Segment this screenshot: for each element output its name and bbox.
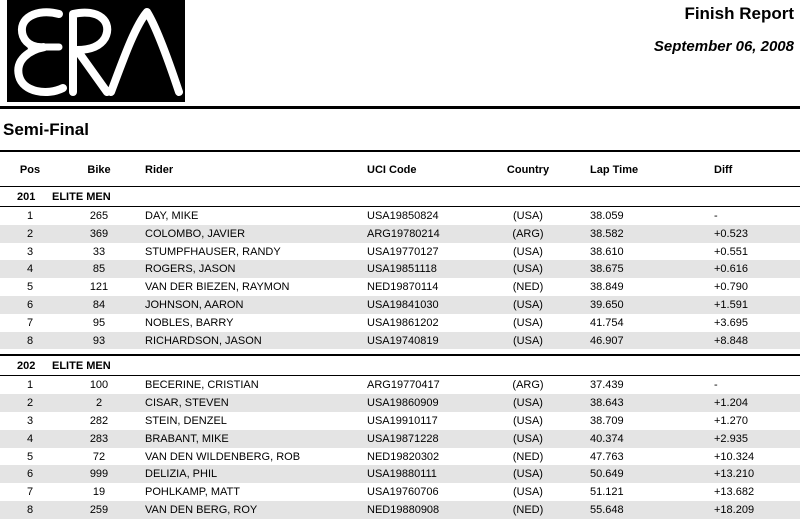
cell-pos: 6 (26, 468, 34, 481)
cell-bike: 100 (89, 379, 109, 392)
cell-country: (NED) (512, 450, 544, 463)
table-row (0, 260, 800, 278)
cell-diff: +13.682 (714, 486, 755, 499)
cell-pos: 8 (26, 503, 34, 516)
cell-rider: JOHNSON, AARON (145, 298, 244, 311)
cell-lap: 46.907 (590, 334, 624, 347)
cell-lap: 38.709 (590, 414, 624, 427)
cell-country: (USA) (513, 468, 543, 481)
cell-diff: +1.204 (714, 397, 748, 410)
table-row (0, 448, 800, 466)
cell-pos: 8 (26, 334, 34, 347)
cell-pos: 5 (26, 281, 34, 294)
table-row (0, 465, 800, 483)
cell-lap: 41.754 (590, 316, 624, 329)
cell-lap: 40.374 (590, 432, 624, 445)
cell-diff: - (714, 210, 718, 222)
report-date: September 06, 2008 (653, 38, 794, 55)
cell-uci: USA19740819 (367, 334, 439, 347)
cell-uci: USA19880111 (367, 468, 437, 481)
cell-country: (USA) (513, 414, 543, 427)
table-row (0, 314, 800, 332)
cell-bike: 85 (92, 263, 106, 276)
cell-country: (USA) (513, 397, 543, 410)
cell-bike: 259 (89, 503, 109, 516)
group-name: ELITE MEN (52, 360, 111, 373)
cell-lap: 55.648 (590, 503, 624, 516)
cell-bike: 95 (92, 316, 106, 329)
cell-uci: USA19841030 (367, 298, 439, 311)
cell-rider: RICHARDSON, JASON (145, 334, 262, 347)
cell-pos: 1 (26, 379, 34, 392)
cell-diff: +0.616 (714, 263, 748, 276)
cell-uci: ARG19770417 (367, 379, 440, 392)
cell-bike: 2 (95, 397, 103, 410)
cell-rider: DAY, MIKE (145, 210, 199, 222)
cell-country: (ARG) (512, 379, 544, 392)
column-header-uci: UCI Code (367, 164, 417, 176)
cell-bike: 72 (92, 450, 106, 463)
cell-pos: 7 (26, 486, 34, 499)
cell-diff: +18.209 (714, 503, 755, 516)
cell-bike: 19 (92, 486, 106, 499)
table-row (0, 207, 800, 225)
table-row (0, 394, 800, 412)
table-row (0, 430, 800, 448)
cell-diff: +3.695 (714, 316, 748, 329)
cell-country: (NED) (512, 281, 544, 294)
cell-rider: VAN DER BIEZEN, RAYMON (145, 281, 290, 294)
cell-bike: 369 (89, 227, 109, 240)
cell-country: (USA) (513, 263, 543, 276)
column-header-diff: Diff (714, 164, 733, 176)
cell-bike: 93 (92, 334, 106, 347)
cell-uci: USA19910117 (367, 414, 438, 427)
table-row (0, 225, 800, 243)
cell-lap: 38.059 (590, 210, 624, 222)
group-code: 201 (17, 191, 36, 203)
cell-bike: 265 (89, 210, 109, 222)
cell-rider: COLOMBO, JAVIER (145, 227, 246, 240)
cell-diff: +0.551 (714, 245, 748, 258)
cell-country: (ARG) (512, 227, 544, 240)
cell-diff: +1.270 (714, 414, 748, 427)
cell-country: (USA) (513, 245, 543, 258)
cell-rider: POHLKAMP, MATT (145, 486, 240, 499)
cell-uci: ARG19780214 (367, 227, 440, 240)
cell-country: (USA) (513, 486, 543, 499)
cell-country: (NED) (512, 503, 544, 516)
report-title: Finish Report (684, 4, 794, 23)
column-header-row (0, 152, 800, 186)
cell-bike: 282 (89, 414, 109, 427)
cell-rider: VAN DEN WILDENBERG, ROB (145, 450, 301, 463)
cell-bike: 121 (89, 281, 109, 294)
cell-lap: 38.610 (590, 245, 624, 258)
cell-pos: 4 (26, 263, 34, 276)
cell-pos: 3 (26, 245, 34, 258)
cell-rider: CISAR, STEVEN (145, 397, 229, 410)
cell-pos: 7 (26, 316, 34, 329)
group-name: ELITE MEN (52, 191, 111, 203)
cell-bike: 33 (92, 245, 106, 258)
cell-bike: 999 (89, 468, 109, 481)
cell-lap: 50.649 (590, 468, 624, 481)
cell-pos: 4 (26, 432, 34, 445)
cell-pos: 2 (26, 397, 34, 410)
cell-country: (USA) (513, 316, 543, 329)
cell-diff: +10.324 (714, 450, 755, 463)
results-table (0, 150, 800, 519)
cell-pos: 5 (26, 450, 34, 463)
table-row (0, 332, 800, 350)
cell-country: (USA) (513, 210, 543, 222)
cell-lap: 47.763 (590, 450, 624, 463)
cell-rider: BECERINE, CRISTIAN (145, 379, 259, 392)
result-groups (0, 186, 800, 519)
column-header-country: Country (506, 164, 550, 176)
cell-country: (USA) (513, 334, 543, 347)
table-row (0, 296, 800, 314)
cell-uci: USA19850824 (367, 210, 439, 222)
cell-lap: 37.439 (590, 379, 624, 392)
cell-rider: BRABANT, MIKE (145, 432, 229, 445)
cell-pos: 1 (26, 210, 34, 222)
cell-uci: USA19871228 (367, 432, 439, 445)
cell-lap: 51.121 (590, 486, 624, 499)
cell-diff: +0.523 (714, 227, 748, 240)
cell-uci: NED19880908 (367, 503, 440, 516)
column-header-pos: Pos (19, 164, 41, 176)
table-row (0, 278, 800, 296)
cell-lap: 38.849 (590, 281, 624, 294)
column-header-lap: Lap Time (590, 164, 639, 176)
group-code: 202 (17, 360, 36, 373)
cell-diff: +1.591 (714, 298, 748, 311)
cell-rider: NOBLES, BARRY (145, 316, 234, 329)
cell-country: (USA) (513, 298, 543, 311)
cell-uci: USA19861202 (367, 316, 439, 329)
cell-pos: 3 (26, 414, 34, 427)
column-header-bike: Bike (87, 164, 111, 176)
cell-bike: 283 (89, 432, 109, 445)
cell-lap: 38.643 (590, 397, 624, 410)
table-row (0, 501, 800, 519)
cell-bike: 84 (92, 298, 106, 311)
cell-rider: DELIZIA, PHIL (145, 468, 218, 481)
cell-rider: STEIN, DENZEL (145, 414, 227, 427)
cell-rider: ROGERS, JASON (145, 263, 236, 276)
cell-uci: NED19870114 (367, 281, 439, 294)
table-row (0, 243, 800, 261)
table-row (0, 376, 800, 394)
cell-uci: NED19820302 (367, 450, 440, 463)
cell-uci: USA19851118 (367, 263, 437, 276)
cell-diff: +13.210 (714, 468, 755, 481)
cell-uci: USA19760706 (367, 486, 439, 499)
cell-lap: 39.650 (590, 298, 624, 311)
group-header (0, 355, 800, 376)
cell-diff: +0.790 (714, 281, 748, 294)
cell-diff: +8.848 (714, 334, 748, 347)
cell-country: (USA) (513, 432, 543, 445)
era-logo-icon (7, 0, 185, 102)
group-header (0, 186, 800, 207)
cell-rider: VAN DEN BERG, ROY (145, 503, 258, 516)
cell-pos: 2 (26, 227, 34, 240)
cell-diff: - (714, 379, 718, 392)
cell-pos: 6 (26, 298, 34, 311)
cell-diff: +2.935 (714, 432, 748, 445)
table-row (0, 412, 800, 430)
column-header-rider: Rider (145, 164, 174, 176)
cell-uci: USA19770127 (367, 245, 439, 258)
header-divider (0, 106, 800, 109)
cell-rider: STUMPFHAUSER, RANDY (145, 245, 281, 258)
section-title: Semi-Final (3, 120, 89, 139)
cell-uci: USA19860909 (367, 397, 439, 410)
cell-lap: 38.582 (590, 227, 624, 240)
table-row (0, 483, 800, 501)
cell-lap: 38.675 (590, 263, 624, 276)
